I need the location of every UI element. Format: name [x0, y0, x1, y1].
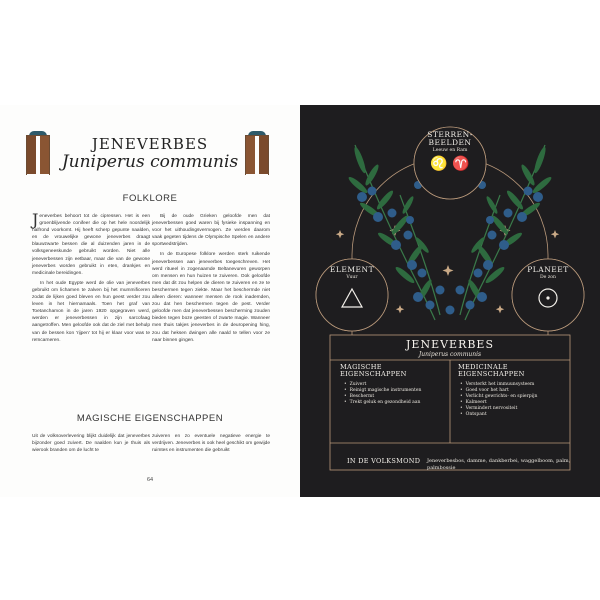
latin-name: Juniperus communis	[61, 152, 239, 172]
column-right-2	[152, 433, 270, 457]
paragraph: Bij de oude Grieken geloofde men dat jeneverbessen goed waren bij fysieke inspanning en voor het uithoudingsvermogen. Ze werden daarom vaak gegeten tijdens de Olympische Spelen en andere sportwedstrijden.	[152, 214, 270, 248]
paragraph: In de Europese folklore werden sterk ruikende jeneverbessen aan jeneverbes toegeschreven. Het werd ritueel in zogenaamde Beltanevuren geworpen om mensen en hun huizen te zuiveren. Ook geloofde men dat dit zou helpen de dieren te zuiveren en ze te beschermen tegen ziekte. Maar het beschermde niet alleen dieren: wanneer mensen de rook inademden, zou dat hen beschermen tegen de pest. Verder geloofde men dat jeneverbessen bescherming zouden bieden tegen boze geesten of zwarte magie. Wanneer men thuis takjes jeneverbes in de deuropening hing, zou dat heksen dwingen alle naald te tellen voor ze naar binnen gingen.	[152, 252, 270, 343]
paragraph: zuiveren en zo eventuele negatieve energie te verdrijven. Jeneverbes is ook heel geschikt om gewijde ruimtes en instrumenten die gebruikt	[152, 434, 270, 454]
magic-heading: MAGISCHE EIGENSCHAPPEN	[76, 413, 224, 424]
volksmond-text: Jeneverbesbos, damme, dankberbei, waggelboom, palm, palmbossie	[427, 458, 571, 471]
list-item: • Verlicht gewrichts- en spierpijn	[460, 394, 537, 400]
planeet-value: De zon	[539, 275, 556, 280]
folklore-heading: FOLKLORE	[122, 193, 178, 204]
column-left	[32, 210, 150, 347]
element-value: Vuur	[346, 275, 358, 280]
column-left-2	[32, 433, 150, 457]
left-page	[0, 105, 300, 497]
drop-cap: J	[32, 210, 39, 229]
medicinal-properties-list	[460, 382, 537, 418]
medicinal-properties-heading: MEDICINALE EIGENSCHAPPEN	[458, 363, 525, 378]
list-item: • Ontspant	[460, 412, 537, 418]
magic-properties-heading: MAGISCHE EIGENSCHAPPEN	[340, 363, 407, 378]
right-page	[300, 105, 600, 497]
sterrenbeelden-value: Leeuw en Ram	[432, 148, 468, 153]
zodiac-icon: ♌ ♈	[430, 156, 470, 172]
list-item: • Beschermt	[344, 394, 421, 400]
paragraph: Uit de volksoverlevering blijkt duidelijk dat jeneverbes bijzonder goed zuivert. De naalden kun je thuis als wierook branden om de lucht te	[32, 434, 150, 454]
list-item: • Vermindert nervositeit	[460, 406, 537, 412]
list-item: • Goed voor het hart	[460, 388, 537, 394]
sterrenbeelden-label	[414, 131, 486, 172]
column-right	[152, 213, 270, 347]
card-title: JENEVERBES	[406, 338, 494, 351]
list-item: • Trekt geluk en gezondheid aan	[344, 400, 421, 406]
list-item: • Versterkt het immuunsysteem	[460, 382, 537, 388]
list-item: • Kalmeert	[460, 400, 537, 406]
element-label	[316, 266, 388, 280]
paragraph: In het oude Egypte werd de olie van jeneverbes gebruikt om lichamen te zalven bij het mummificeren zodat de lijken goed bleven en hun geest verder zou leven in het hiernamaals. Toen het graf van Toetanchamon in de jaren 1920 opgegraven werd, werden er jeneverbessen in zijn sarcofaag aangetroffen. Men geloofde ook dat de ziel met behulp van de bessen kon 'rijpen' tot hij er klaar voor was te reïncarneren.	[32, 280, 150, 343]
element-heading: ELEMENT	[329, 265, 375, 274]
sterrenbeelden-heading: STERREN- BEELDEN	[427, 130, 473, 147]
page-number: 64	[146, 477, 154, 483]
planeet-heading: PLANEET	[527, 265, 569, 274]
page-title: JENEVERBES	[91, 135, 209, 153]
card-subtitle: Juniperus communis	[418, 351, 482, 358]
volksmond-heading: IN DE VOLKSMOND	[347, 457, 421, 465]
list-item: • Reinigt magische instrumenten	[344, 388, 421, 394]
planeet-label	[512, 266, 584, 280]
paragraph: Jeneverbes behoort tot de cipressen. Het is een groenblijvende conifeer die op het hele noordelijk halfrond voorkomt. Hij heeft scherp gepunte naalden, en de vrouwelijke gewone jeneverbes draagt blauwzwarte bessen die al duizenden jaren in de volksgeneeskunde gebruikt worden. Niet alle jeneverbessen zijn eetbaar, maar die van de gewone jeneverbes worden gebruikt in eten, drankjes en medicinale bereidingen.	[32, 210, 150, 276]
magic-properties-list	[344, 382, 421, 406]
list-item: • Zuivert	[344, 382, 421, 388]
